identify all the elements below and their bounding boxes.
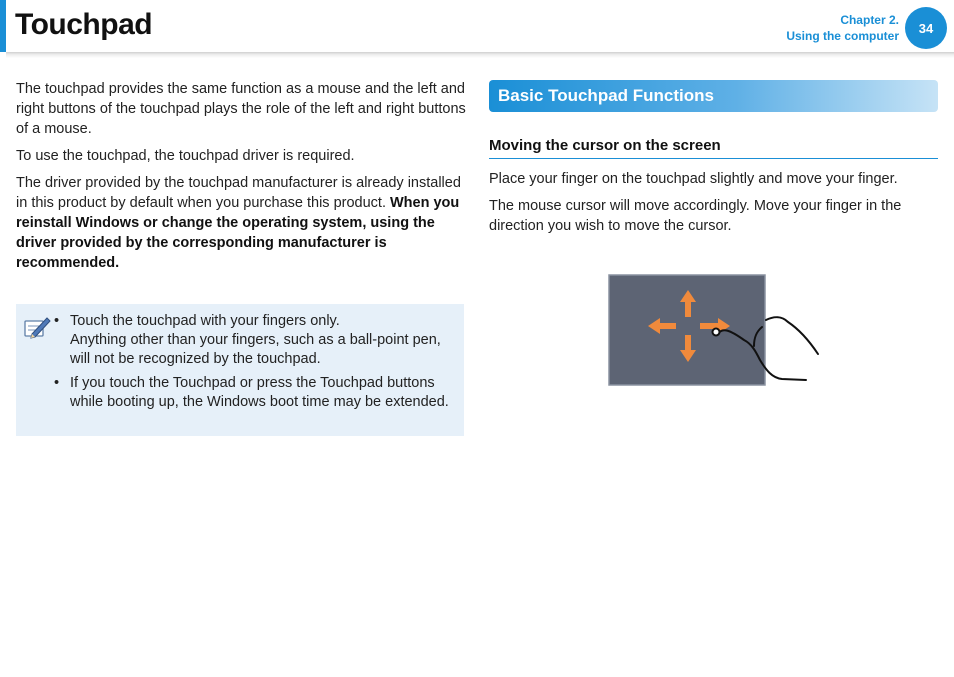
header-divider: [6, 52, 954, 58]
page-number-badge: 34: [905, 7, 947, 49]
section-title: Basic Touchpad Functions: [498, 86, 714, 105]
driver-required-paragraph: To use the touchpad, the touchpad driver is required.: [16, 148, 355, 164]
note-item-text: If you touch the Touchpad or press the Touchpad buttons while booting up, the Windows boot time may be extended.: [70, 375, 449, 410]
note-item-detail: Anything other than your fingers, such as a ball-point pen, will not be recognized by the touchpad.: [70, 332, 441, 367]
section-header: [489, 80, 938, 112]
bullet: •: [54, 313, 60, 329]
note-pen-icon: [22, 312, 52, 342]
note-box: [16, 304, 464, 436]
bullet: •: [54, 375, 60, 391]
note-item-text: Touch the touchpad with your fingers only.: [70, 313, 340, 329]
note-item: [54, 312, 454, 369]
page-title: Touchpad: [15, 8, 153, 41]
left-column: [16, 79, 468, 280]
result-paragraph: The mouse cursor will move accordingly. Move your finger in the direction you wish to move the cursor.: [489, 198, 902, 234]
chapter-subtitle: Using the computer: [786, 29, 899, 43]
driver-info-paragraph: [16, 173, 468, 273]
chapter-info: [786, 12, 899, 44]
intro-paragraph: The touchpad provides the same function as a mouse and the left and right buttons of the touchpad plays the role of the left and right buttons of a mouse.: [16, 81, 466, 137]
note-item: [54, 374, 454, 412]
driver-info-text: The driver provided by the touchpad manufacturer is already installed in this product by default when you purchase this product.: [16, 175, 461, 211]
touchpad-move-illustration: [606, 272, 826, 388]
right-column: [489, 80, 938, 243]
driver-recommendation-text: When you reinstall Windows or change the operating system, using the driver provided by the corresponding manufacturer is recommended.: [16, 195, 460, 271]
chapter-label: Chapter 2.: [840, 13, 899, 27]
subheading: Moving the cursor on the screen: [489, 137, 938, 159]
note-list: [54, 312, 454, 417]
instruction-paragraph: Place your finger on the touchpad slightly and move your finger.: [489, 171, 898, 187]
header-accent-bar: [0, 0, 6, 52]
